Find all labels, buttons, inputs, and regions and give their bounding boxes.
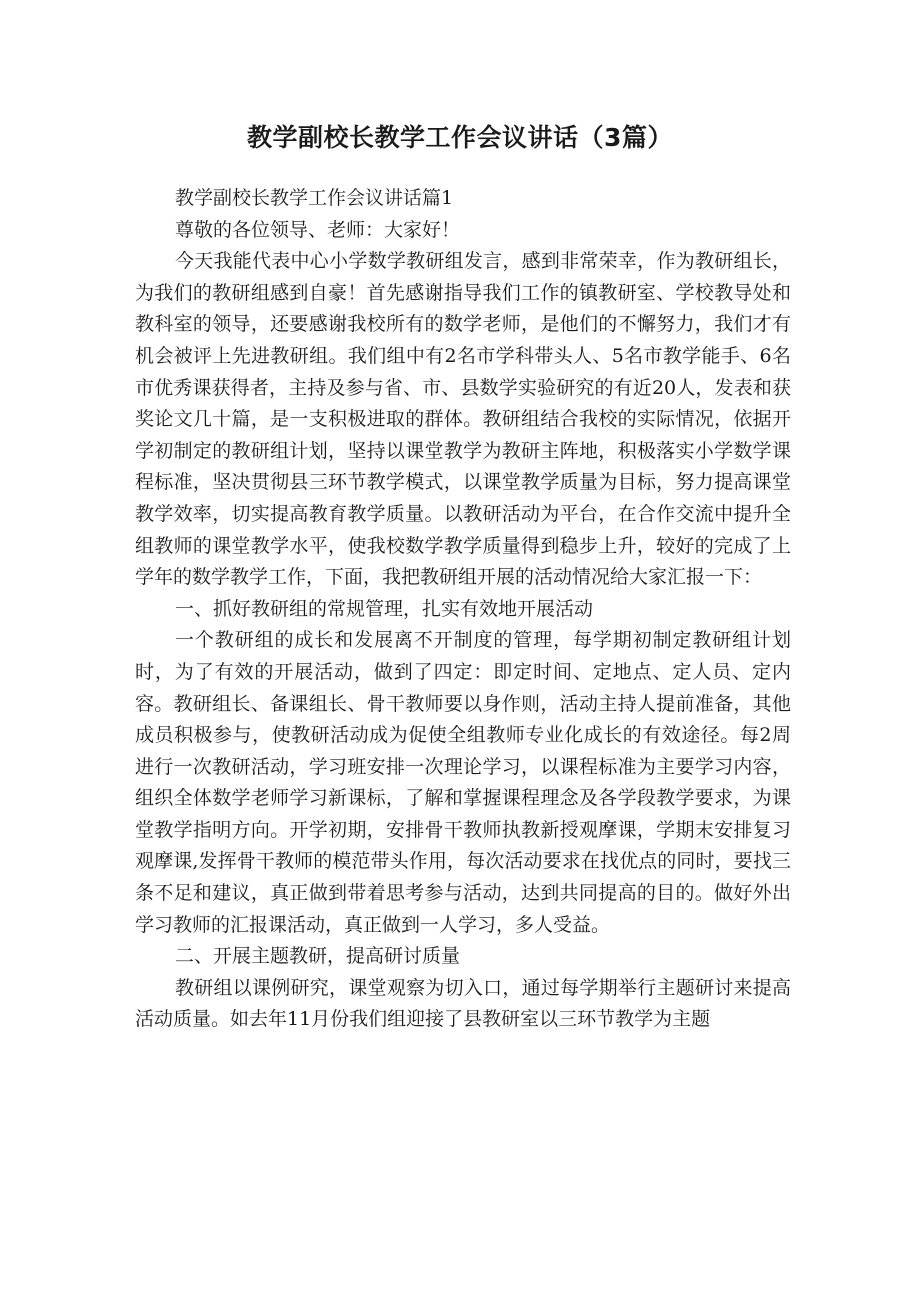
document-body	[135, 183, 791, 1036]
paragraph: 一个教研组的成长和发展离不开制度的管理，每学期初制定教研组计划时，为了有效的开展活动，做到了四定：即定时间、定地点、定人员、定内容。教研组长、备课组长、骨干教师要以身作则，活动主持人提前准备，其他成员积极参与，使教研活动成为促使全组教师专业化成长的有效途径。每2周进行一次教研活动，学习班安排一次理论学习，以课程标准为主要学习内容，组织全体数学老师学习新课标，了解和掌握课程理念及各学段教学要求，为课堂教学指明方向。开学初期，安排骨干教师执教新授观摩课，学期末安排复习观摩课,发挥骨干教师的模范带头作用，每次活动要求在找优点的同时，要找三条不足和建议，真正做到带着思考参与活动，达到共同提高的目的。做好外出学习教师的汇报课活动，真正做到一人学习，多人受益。	[135, 629, 791, 936]
subheading: 一、抓好教研组的常规管理，扎实有效地开展活动	[175, 597, 594, 620]
document-title: 教学副校长教学工作会议讲话（3篇）	[247, 123, 673, 152]
section-heading: 教学副校长教学工作会议讲话篇1	[175, 187, 454, 209]
salutation: 尊敬的各位领导、老师：大家好！	[175, 218, 461, 241]
paragraph: 今天我能代表中心小学数学教研组发言，感到非常荣幸，作为教研组长，为我们的教研组感到自豪！首先感谢指导我们工作的镇教研室、学校教导处和教科室的领导，还要感谢我校所有的数学老师，是他们的不懈努力，我们才有机会被评上先进教研组。我们组中有2名市学科带头人、5名市教学能手、6名市优秀课获得者，主持及参与省、市、县数学实验研究的有近20人，发表和获奖论文几十篇，是一支积极进取的群体。教研组结合我校的实际情况，依据开学初制定的教研组计划，坚持以课堂教学为教研主阵地，积极落实小学数学课程标准，坚决贯彻县三环节教学模式，以课堂教学质量为目标，努力提高课堂教学效率，切实提高教育教学质量。以教研活动为平台，在合作交流中提升全组教师的课堂教学水平，使我校数学教学质量得到稳步上升，较好的完成了上学年的数学教学工作，下面，我把教研组开展的活动情况给大家汇报一下：	[135, 250, 791, 589]
subheading: 二、开展主题教研，提高研讨质量	[175, 945, 461, 968]
paragraph: 教研组以课例研究，课堂观察为切入口，通过每学期举行主题研讨来提高活动质量。如去年11月份我们组迎接了县教研室以三环节教学为主题	[135, 976, 791, 1031]
